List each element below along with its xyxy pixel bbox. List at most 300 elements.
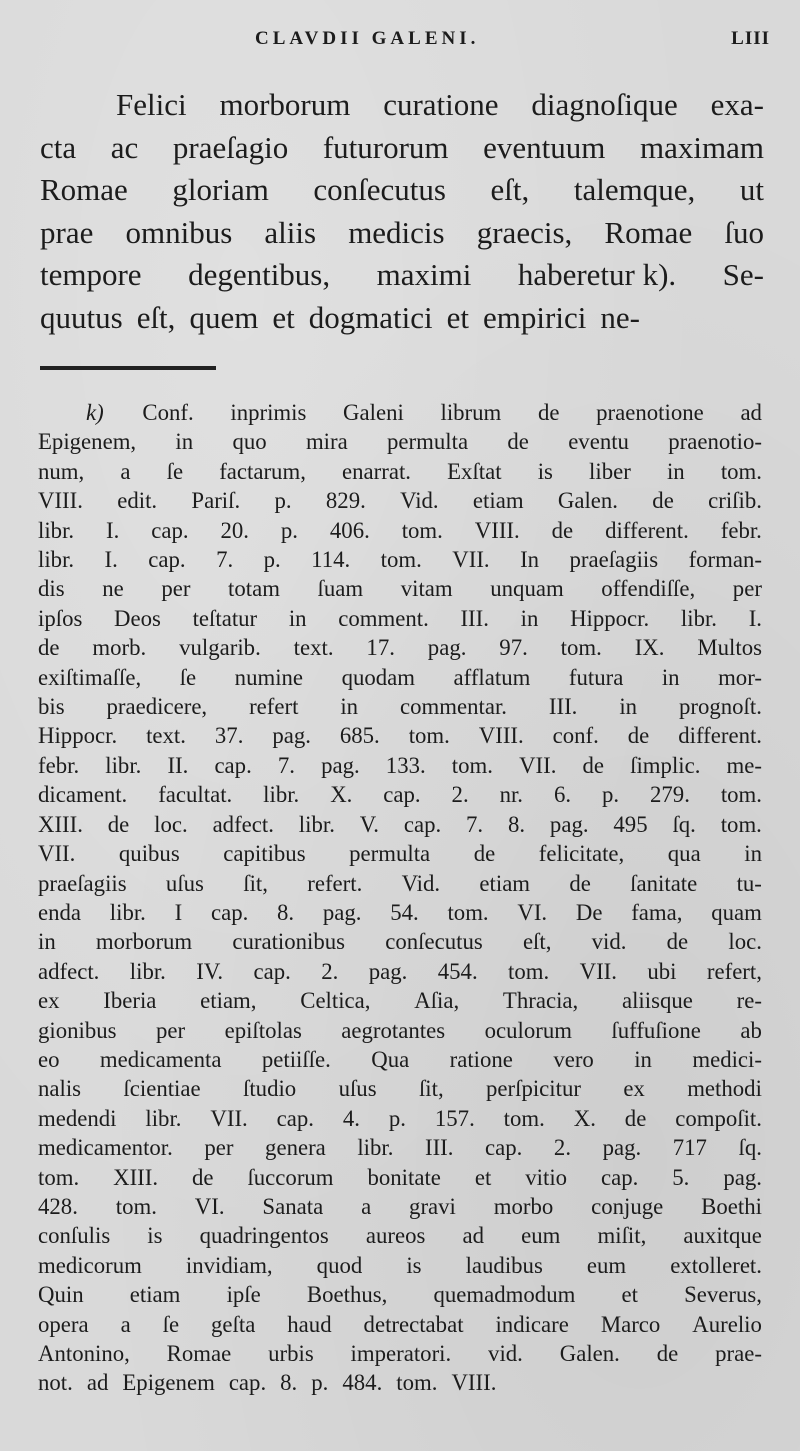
word: quod — [316, 1252, 363, 1278]
footnote-line — [38, 516, 762, 545]
word: VI. — [517, 899, 548, 925]
word: loc. — [728, 929, 762, 955]
footnote-line — [38, 1045, 762, 1074]
word: ipſos — [38, 605, 83, 631]
word: Se- — [722, 257, 764, 293]
word: laudibus — [465, 1252, 543, 1278]
word: tu- — [736, 870, 762, 896]
word: Iberia — [103, 988, 157, 1014]
word: 54. — [390, 899, 419, 925]
word: cap. — [148, 547, 186, 573]
word: conſecutus — [385, 929, 483, 955]
word: ad — [740, 400, 762, 425]
word: a — [361, 1193, 372, 1219]
word: etiam — [479, 870, 531, 896]
word: cap. — [228, 1370, 267, 1396]
word: de — [624, 1105, 647, 1131]
word: offendiſſe, — [601, 576, 696, 602]
word: 454. — [437, 958, 478, 984]
word: Romae — [40, 172, 128, 208]
word: morborum — [219, 87, 351, 122]
word: haud — [287, 1311, 332, 1337]
word: permulta — [387, 429, 469, 455]
word: in — [661, 664, 680, 690]
word: miſit, — [597, 1223, 647, 1249]
word: petiiſſe. — [261, 1046, 331, 1072]
word: per — [156, 1017, 186, 1043]
word: VI. — [194, 1193, 225, 1219]
word: Romae — [166, 1341, 232, 1366]
word: XIII. — [38, 811, 83, 837]
word: ex — [38, 988, 60, 1014]
word: VIII. — [38, 488, 83, 514]
footnote-line — [38, 1163, 762, 1192]
word: VIII. — [474, 517, 520, 543]
word: curatione — [383, 87, 499, 122]
word: prae- — [715, 1341, 762, 1366]
word: II. — [167, 752, 189, 778]
word: ſq. — [672, 811, 696, 837]
word: gloriam — [172, 172, 269, 208]
word: num, — [38, 458, 85, 484]
word: de — [666, 929, 689, 955]
footnote-line — [38, 986, 762, 1015]
word: in — [744, 841, 762, 867]
word: curationibus — [232, 929, 346, 955]
word: eventuum — [483, 129, 606, 165]
word: adfect. — [38, 958, 100, 984]
word: pag. — [322, 899, 362, 925]
word: ſuccorum — [247, 1164, 334, 1190]
footnote-line — [38, 839, 762, 868]
word: ſimplic. — [630, 752, 701, 778]
word: quem — [189, 299, 259, 335]
word: ſq. — [738, 1135, 762, 1161]
word: Exſtat — [447, 458, 502, 484]
word: 7. — [277, 752, 295, 778]
word: cap. — [403, 811, 442, 837]
word: eo — [38, 1046, 60, 1072]
footnote-line — [38, 1280, 762, 1309]
word: medicamenta — [99, 1046, 222, 1072]
word: qua — [667, 841, 701, 867]
word: et — [621, 1282, 638, 1308]
footnote-line — [38, 545, 762, 574]
word: imperatori. — [350, 1341, 452, 1366]
word: refert, — [706, 958, 762, 984]
word: refert — [249, 694, 299, 720]
word: commentar. — [400, 694, 507, 720]
word: aliis — [264, 214, 317, 250]
word: 20. — [220, 517, 249, 543]
word: etiam, — [200, 988, 257, 1014]
word: cap. — [151, 517, 189, 543]
footnote-line — [38, 1221, 762, 1250]
word: not. — [38, 1370, 73, 1396]
word: enarrat. — [342, 458, 411, 484]
word: a — [120, 1311, 131, 1337]
word: bonitate — [367, 1164, 441, 1190]
footnote-separator — [40, 366, 216, 370]
word: genera — [265, 1135, 326, 1161]
word: criſib. — [708, 488, 762, 514]
word: per — [204, 1135, 234, 1161]
footnote-line — [38, 486, 762, 515]
word: morb. — [92, 635, 147, 661]
word: ſanitate — [630, 870, 698, 896]
word: Severus, — [684, 1282, 762, 1308]
word: 6. — [553, 782, 572, 808]
word: 495 — [613, 811, 648, 837]
word: Multos — [697, 635, 762, 661]
footnote-line — [38, 398, 762, 427]
word: de — [569, 870, 591, 896]
word: refert. — [307, 870, 363, 896]
word: 717 — [672, 1135, 707, 1161]
word: quibus — [118, 841, 180, 867]
word: Celtica, — [300, 988, 371, 1014]
word: conſulis — [38, 1223, 111, 1249]
word: in — [288, 605, 307, 631]
word: dogmatici — [308, 299, 433, 335]
word: VII. — [452, 547, 490, 573]
word: libr. — [263, 782, 300, 808]
word: 685. — [339, 723, 380, 749]
word: libr. — [680, 605, 718, 631]
word: ne — [102, 576, 124, 602]
word: cap. — [383, 782, 421, 808]
word: nr. — [499, 782, 524, 808]
word: Felici — [116, 87, 187, 122]
word: re- — [736, 988, 762, 1014]
word: uſus — [165, 870, 204, 896]
word: Epigenem — [122, 1370, 215, 1396]
word: ex — [623, 1076, 645, 1102]
word: de — [537, 400, 560, 425]
word: I — [174, 899, 183, 925]
word: ſuffuſione — [611, 1017, 701, 1043]
word: talemque, — [573, 172, 696, 208]
footnote — [38, 398, 762, 1398]
word: ab — [740, 1017, 762, 1043]
footnote-line — [38, 633, 762, 662]
word: vero — [553, 1046, 594, 1072]
word: praenotio- — [668, 429, 762, 455]
word: et — [272, 299, 295, 335]
word: praenotione — [596, 400, 704, 425]
word: in — [340, 694, 359, 720]
footnote-line — [38, 957, 762, 986]
word: de — [507, 429, 529, 455]
word: librum — [440, 400, 502, 425]
footnote-line — [38, 663, 762, 692]
word: 406. — [329, 517, 370, 543]
page-number: LIII — [731, 28, 770, 49]
word: VII. — [210, 1105, 248, 1131]
word: aureos — [365, 1223, 426, 1249]
word: V. — [359, 811, 379, 837]
word: de — [656, 1341, 679, 1366]
word: VII. — [38, 841, 76, 867]
word: de — [551, 517, 574, 543]
word: eum — [521, 1223, 561, 1249]
word: praeſagiis — [569, 547, 659, 573]
word: p. — [388, 1105, 406, 1131]
word: XIII. — [113, 1164, 159, 1190]
word: tom. — [560, 635, 602, 661]
text-line — [40, 169, 764, 212]
word: conjuge — [591, 1193, 664, 1219]
word: de — [107, 811, 130, 837]
word: mira — [305, 429, 348, 455]
word: ſe — [162, 1311, 180, 1337]
word: Galen. — [557, 488, 618, 514]
word: prognoſt. — [678, 694, 762, 720]
word: methodi — [687, 1076, 762, 1102]
word: text. — [293, 635, 334, 661]
word: Sanata — [262, 1193, 324, 1219]
word: teſtatur — [192, 605, 258, 631]
word: de — [627, 723, 650, 749]
word: libr. — [298, 811, 335, 837]
word: permulta — [349, 841, 431, 867]
word: pag. — [368, 958, 408, 984]
footnote-line — [38, 810, 762, 839]
word: eventu — [568, 429, 629, 455]
footnote-line — [38, 457, 762, 486]
word: Quin — [38, 1282, 84, 1308]
text-line — [40, 84, 764, 127]
word: p. — [274, 488, 292, 514]
word: Boethus, — [306, 1282, 388, 1308]
word: in — [520, 605, 539, 631]
footnote-line — [38, 1016, 762, 1045]
word: IX. — [634, 635, 665, 661]
word: X. — [330, 782, 353, 808]
word: vitam — [400, 576, 453, 602]
word: pag. — [272, 723, 311, 749]
text-line — [40, 254, 764, 297]
word: exiſtimaſſe, — [38, 664, 142, 690]
word: Hippocr. — [570, 605, 650, 631]
word: 7. — [216, 547, 234, 573]
word: libr. — [357, 1135, 394, 1161]
word: fama, — [631, 899, 683, 925]
word: different. — [605, 517, 689, 543]
word: praedicere, — [106, 694, 208, 720]
word: Epigenem, — [38, 429, 137, 455]
word: ac — [110, 129, 139, 165]
word: Aurelio — [692, 1311, 762, 1337]
word: medicorum — [38, 1252, 142, 1278]
word: per — [161, 576, 191, 602]
word: pag. — [427, 635, 467, 661]
word: aliisque — [621, 988, 693, 1014]
word: in — [666, 458, 685, 484]
word: quemadmodum — [433, 1282, 576, 1308]
word: Vid. — [400, 488, 439, 514]
word: quadringentos — [199, 1223, 329, 1249]
word: 8. — [280, 1370, 298, 1396]
word: pag. — [602, 1135, 642, 1161]
word: vulgarib. — [179, 635, 261, 661]
word: 37. — [214, 723, 244, 749]
footnote-line — [38, 1368, 762, 1397]
word: conf. — [552, 723, 599, 749]
word: VII. — [579, 958, 617, 984]
word: vid. — [591, 929, 627, 955]
word: tom. — [720, 811, 762, 837]
word: extolleret. — [670, 1252, 762, 1278]
word: Galen. — [559, 1341, 620, 1366]
word: p. — [280, 517, 298, 543]
text-line — [40, 127, 764, 170]
word: etiam — [129, 1282, 181, 1308]
word: libr. — [109, 899, 146, 925]
word: loc. — [154, 811, 188, 837]
footnote-line — [38, 692, 762, 721]
word: tom. — [447, 899, 489, 925]
word: conſecutus — [313, 172, 446, 208]
word: ſit, — [418, 1076, 444, 1102]
word: tom. — [503, 1105, 545, 1131]
word: Aſia, — [414, 988, 460, 1014]
word: maximam — [640, 129, 764, 165]
word: Romae — [604, 214, 693, 250]
word: nalis — [38, 1076, 82, 1102]
word: medendi — [38, 1105, 117, 1131]
word: VII. — [519, 752, 557, 778]
word: 5. — [672, 1164, 690, 1190]
word: in — [175, 429, 194, 455]
word: 2. — [321, 958, 339, 984]
word: pag. — [723, 1164, 762, 1190]
word: edit. — [117, 488, 158, 514]
word: urbis — [268, 1341, 314, 1366]
word: tom. — [38, 1164, 80, 1190]
word: ſtudio — [243, 1076, 297, 1102]
word: cap. — [601, 1164, 639, 1190]
word: medici- — [692, 1046, 762, 1072]
word: liber — [589, 458, 631, 484]
word: dicament. — [38, 782, 128, 808]
word: tom. — [720, 782, 762, 808]
word: eſt, — [490, 172, 530, 208]
word: maximi — [376, 257, 472, 293]
word: de — [652, 488, 674, 514]
word: epiſtolas — [224, 1017, 302, 1043]
word: ſe — [166, 458, 184, 484]
word: 8. — [277, 899, 295, 925]
word: III. — [460, 605, 489, 631]
word: mor- — [718, 664, 762, 690]
word: empirici — [483, 299, 587, 335]
word: enda — [38, 899, 82, 925]
footnote-marker: k) — [86, 400, 104, 425]
word: eſt, — [522, 929, 552, 955]
word: tom. — [380, 547, 422, 573]
footnote-line — [38, 604, 762, 633]
word: de — [38, 635, 60, 661]
word: Antonino, — [38, 1341, 130, 1366]
word: invidiam, — [185, 1252, 273, 1278]
word: quodam — [341, 664, 416, 690]
word: ſe — [179, 664, 197, 690]
footnote-line — [38, 574, 762, 603]
word: auxitque — [683, 1223, 762, 1249]
word: etiam — [472, 488, 524, 514]
footnote-line — [38, 1310, 762, 1339]
word: Pariſ. — [191, 488, 241, 514]
word: 2. — [553, 1135, 572, 1161]
word: tom. — [396, 1370, 438, 1396]
word: 157. — [434, 1105, 475, 1131]
word: 829. — [325, 488, 366, 514]
word: VIII. — [451, 1370, 497, 1396]
word: cap. — [485, 1135, 523, 1161]
word: Thracia, — [502, 988, 579, 1014]
word: Deos — [114, 605, 161, 631]
word: compoſit. — [675, 1105, 762, 1131]
word: III. — [425, 1135, 454, 1161]
word: eſt, — [136, 299, 176, 335]
word: febr. — [38, 752, 80, 778]
word: gravi — [409, 1193, 456, 1219]
footnote-line — [38, 1104, 762, 1133]
word: 133. — [385, 752, 426, 778]
word: Hippocr. — [38, 723, 118, 749]
word: ad — [86, 1370, 109, 1396]
word: in — [634, 1046, 652, 1072]
word: per — [732, 576, 762, 602]
word: quutus — [40, 299, 123, 335]
word: Conf. — [142, 400, 194, 425]
word: p. — [263, 547, 281, 573]
word: febr. — [720, 517, 762, 543]
word: is — [406, 1252, 422, 1278]
word: Qua — [371, 1046, 410, 1072]
word: 114. — [311, 547, 351, 573]
page-header — [40, 28, 770, 58]
word: I. — [748, 605, 762, 631]
word: VIII. — [478, 723, 524, 749]
word: ſuam — [317, 576, 364, 602]
word: degentibus, — [188, 257, 331, 293]
word: quo — [232, 429, 267, 455]
word: de — [473, 841, 496, 867]
word: bis — [38, 694, 65, 720]
word: adfect. — [212, 811, 274, 837]
word: futura — [568, 664, 624, 690]
footnote-line — [38, 1192, 762, 1221]
word: me- — [726, 752, 762, 778]
word: medicis — [348, 214, 445, 250]
footnote-line — [38, 1339, 762, 1368]
text-line — [40, 212, 764, 255]
word: ipſe — [226, 1282, 261, 1308]
word: et — [446, 299, 470, 335]
word: X. — [573, 1105, 596, 1131]
word: tempore — [40, 257, 142, 293]
word: ſit, — [243, 870, 268, 896]
word: 97. — [499, 635, 528, 661]
word: In — [520, 547, 540, 573]
word: factarum, — [219, 458, 306, 484]
word: cta — [40, 129, 77, 165]
word: ſuo — [724, 214, 764, 250]
footnote-line — [38, 721, 762, 750]
word: a — [120, 458, 131, 484]
